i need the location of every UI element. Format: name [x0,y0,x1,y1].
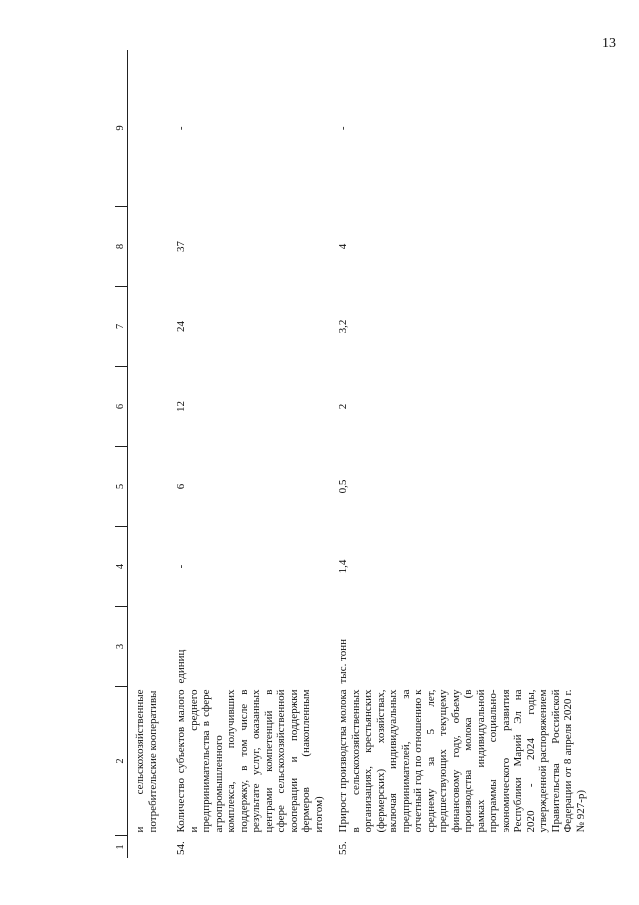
value-cell-5: 6 [175,483,187,490]
value-cell-9: - [337,126,349,131]
value-cell-9: - [175,126,187,131]
header-cell-9: 9 [115,50,128,207]
header-cell-4: 4 [115,527,128,607]
value-cell-6: 12 [175,401,187,412]
value-cell-7: 24 [175,321,187,332]
unit-cell: тыс. тонн [337,638,349,684]
row-number: 54. [175,841,187,855]
table-row [171,50,331,858]
value-cell-5: 0,5 [337,479,349,494]
header-cell-3: 3 [115,607,128,687]
page-number: 13 [602,36,616,51]
continuation-text: и сельскохозяйственные потребительские кооперативы [134,689,159,833]
header-cell-1: 1 [115,836,128,859]
header-cell-7: 7 [115,287,128,367]
header-cell-8: 8 [115,207,128,287]
table-row-continuation [128,50,172,858]
value-cell-8: 4 [337,243,349,250]
value-cell-8: 37 [175,241,187,252]
value-cell-4: 1,4 [337,559,349,574]
header-cell-5: 5 [115,447,128,527]
rotated-table-container [115,58,585,858]
indicator-name: Прирост производства молока в сельскохозяйственных организациях, крестьянских (фермерских) хозяйствах, включая индивидуальных предпринимателей, за отчетный год по отношению к среднему за 5 лет, предшествующих текущему финансовому году, объему производства молока (в рамках индивидуальной программы социально-экономического развития Республики Марий Эл на 2020 - 2024 годы, утвержденной распоряжением Правительства Российской Федерации от 8 апреля 2020 г. № 927-р) [337,689,587,833]
unit-cell: единиц [175,649,187,684]
indicator-name: Количество субъектов малого и среднего предпринимательства в сфере агропромышленного комплекса, получивших поддержку, в том числе в результате услуг, оказанных центрами компетенций в сфере сельскохозяйственной кооперации и поддержки фермеров (накопленным итогом) [175,689,325,833]
header-cell-6: 6 [115,367,128,447]
row-number: 55. [337,841,349,855]
table-header-row [115,50,128,858]
value-cell-4: - [175,564,187,569]
value-cell-6: 2 [337,403,349,410]
header-cell-2: 2 [115,687,128,836]
indicators-table [115,50,587,858]
value-cell-7: 3,2 [337,319,349,334]
table-row [331,50,587,858]
